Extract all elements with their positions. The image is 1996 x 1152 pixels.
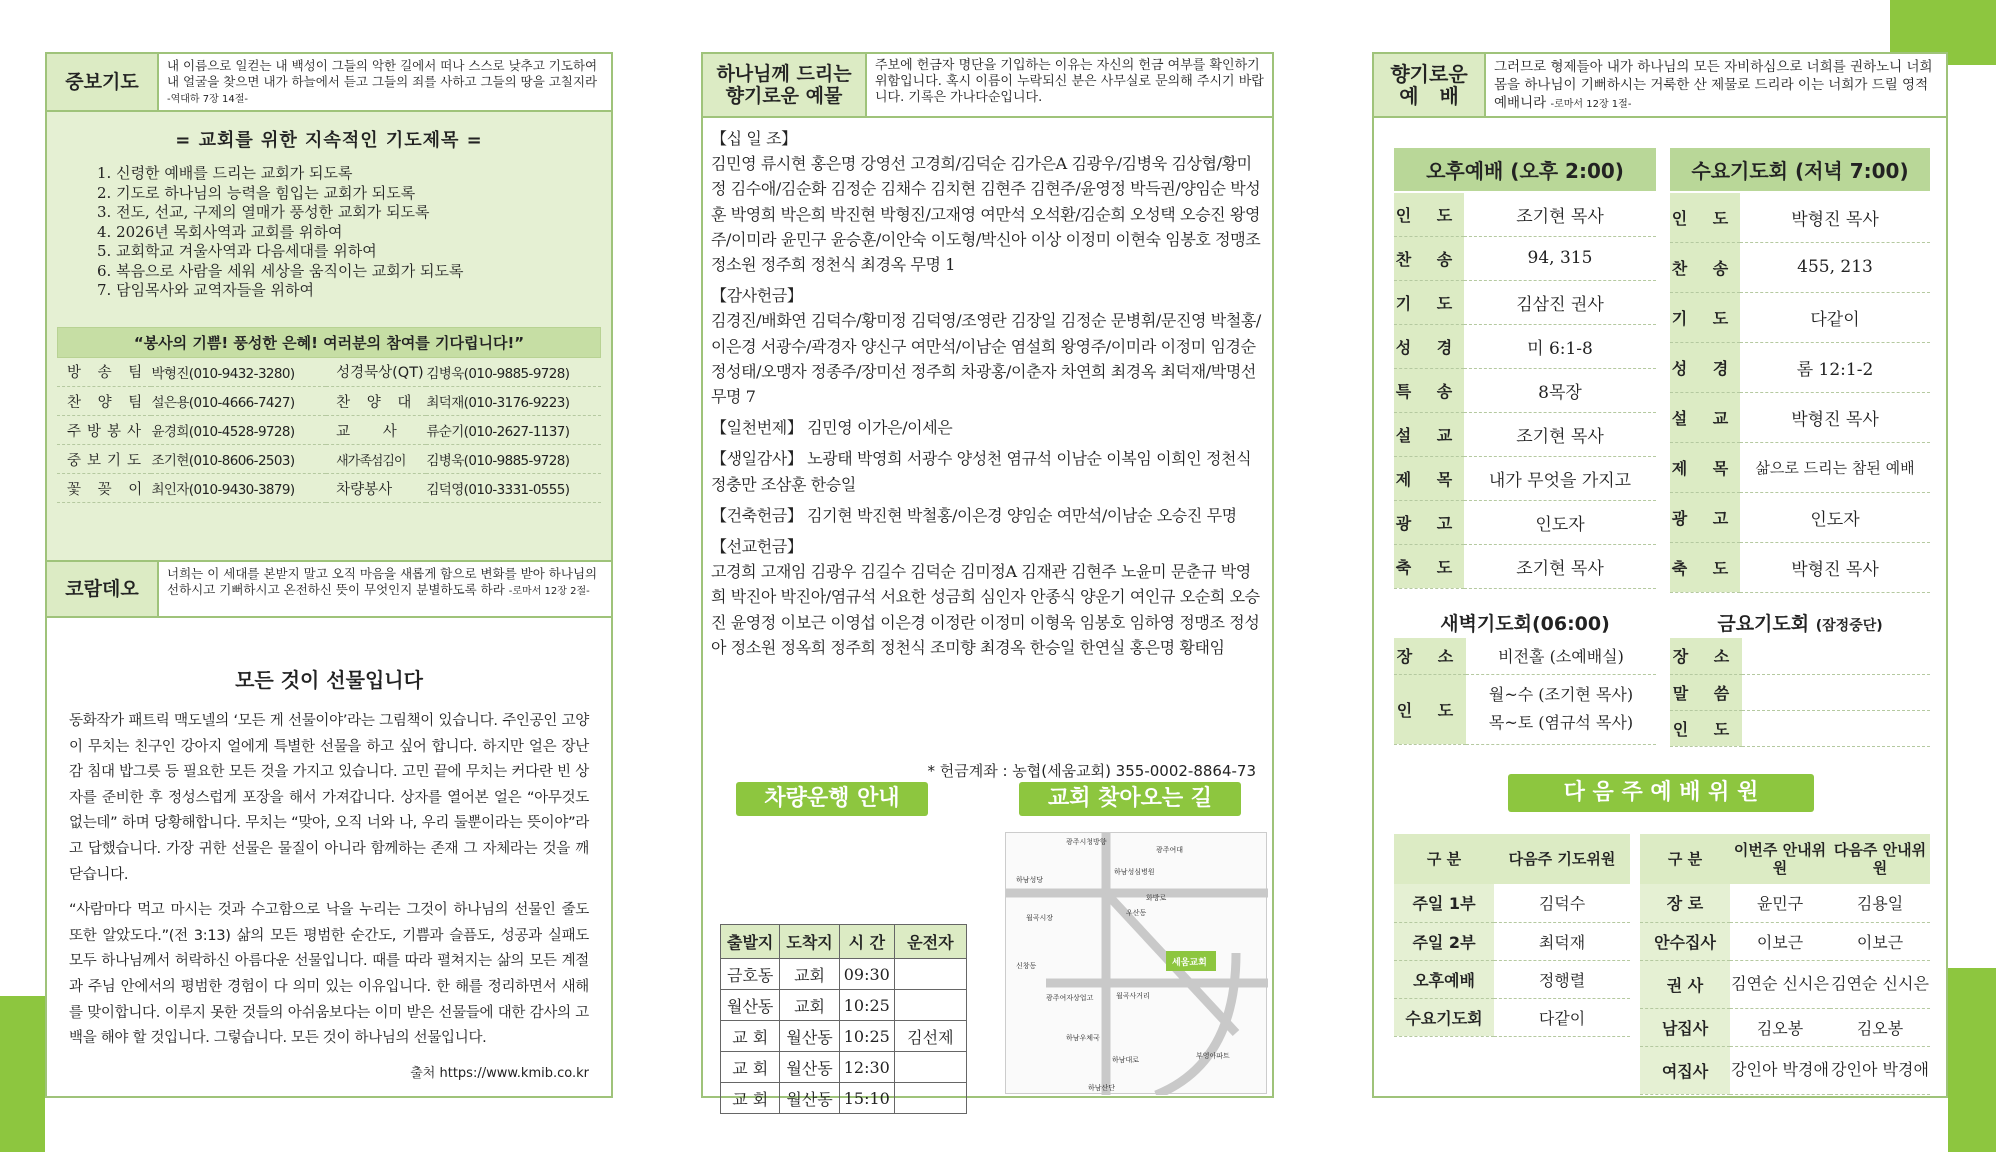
table-row: [57, 416, 601, 445]
table-row: [1640, 1046, 1930, 1094]
person: 설은용(010-4666-7427): [151, 387, 326, 416]
table-row: [1670, 638, 1930, 674]
panel-prayer: [45, 52, 613, 1098]
friday-title: [1670, 606, 1930, 638]
offering-label-line: 향기로운 예물: [725, 85, 843, 107]
table-row: [57, 474, 601, 503]
cell: 10:25: [839, 1021, 894, 1052]
table-row: [721, 1083, 967, 1114]
koram-header: [47, 560, 611, 618]
cell: 강인아 박경애: [1730, 1046, 1830, 1094]
table-row: [1394, 884, 1630, 922]
list-item: 5. 교회학교 겨울사역과 다음세대를 위하여: [97, 242, 377, 260]
row-key: 인 도: [1394, 192, 1464, 236]
wednesday-table: [1670, 148, 1930, 593]
table-row: [721, 990, 967, 1021]
person: 윤경희(010-4528-9728): [151, 416, 326, 445]
prayer-verse-text: 내 이름으로 일컫는 내 백성이 그들의 악한 길에서 떠나 스스로 낮추고 기도하여 내 얼굴을 찾으면 내가 하늘에서 듣고 그들의 죄를 사하고 그들의 땅을 고칠지라: [167, 58, 598, 89]
table-row: [57, 358, 601, 387]
cell: 교 회: [721, 1083, 780, 1114]
koram-verse-text: 너희는 이 세대를 본받지 말고 오직 마음을 새롭게 함으로 변화를 받아 하나님의 선하시고 기뻐하시고 온전하신 뜻이 무엇인지 분별하도록 하라: [167, 566, 598, 597]
map-label: 월곡시장: [1026, 914, 1054, 922]
row-key: 축 도: [1670, 542, 1740, 592]
column-header: 출발지: [721, 925, 780, 959]
row-value: 다같이: [1740, 292, 1930, 342]
map-title: 교회 찾아오는 길: [1019, 782, 1241, 816]
row-value: 박형진 목사: [1740, 392, 1930, 442]
list-item: 1. 신령한 예배를 드리는 교회가 되도록: [97, 164, 353, 182]
map-label: 세움교회: [1172, 958, 1207, 968]
table-row: [1670, 292, 1930, 342]
cell: 주일 2부: [1394, 922, 1494, 960]
friday-table: [1670, 606, 1930, 747]
worship-label-line: 예 배: [1399, 84, 1459, 108]
essay-paragraph: 동화작가 패트릭 맥도넬의 ‘모든 게 선물이야’라는 그림책이 있습니다. 주인공인 고양이 무치는 친구인 강아지 얼에게 특별한 선물을 하고 싶어 합니다. 하지만 얼은 장난감 침대 밥그릇 등 필요한 모든 것을 가지고 있습니다. 고민 끝에 무치는 커다란 빈 상자를 준비한 후 정성스럽게 포장을 해서 가져갑니다. 상자를 열어본 얼은 “아무것도 없는데” 하며 당황해합니다. 무치는 “맞아, 오직 너와 나, 우리 둘뿐이라는 뜻이야”라고 답했습니다. 가장 귀한 선물은 물질이 아니라 함께하는 존재 그 자체라는 것을 깨닫습니다.: [69, 713, 589, 883]
cell: 남집사: [1640, 1008, 1730, 1046]
row-key: 말 씀: [1670, 674, 1742, 710]
friday-note: (잠정중단): [1815, 617, 1883, 634]
column-header: 이번주 안내위원: [1730, 834, 1830, 884]
essay-title: 모든 것이 선물입니다: [235, 668, 423, 692]
cell: 김오봉: [1830, 1008, 1930, 1046]
offering-label: [703, 54, 867, 116]
table-row: [1394, 544, 1656, 588]
row-key: 성 경: [1394, 324, 1464, 368]
role: 꽃 꽂 이: [57, 474, 151, 503]
offering-list: [703, 118, 1272, 660]
map-label: 광주시청방향: [1066, 838, 1107, 846]
cell: 12:30: [839, 1052, 894, 1083]
row-key: 인 도: [1670, 192, 1740, 242]
role: 새가족섬김이: [326, 445, 426, 474]
map-label: 월곡사거리: [1116, 992, 1150, 1000]
prayer-header: [47, 54, 611, 112]
offering-tag: 【일천번제】: [711, 418, 803, 438]
table-row: [1670, 674, 1930, 710]
row-value: 내가 무엇을 가지고: [1464, 456, 1656, 500]
person: 김병욱(010-9885-9728): [426, 358, 601, 387]
map-label: 하남대로: [1112, 1056, 1140, 1064]
map-label: 우산동: [1126, 909, 1147, 917]
corner-deco: [1948, 968, 1996, 1152]
cell: 안수집사: [1640, 922, 1730, 960]
offering-group: [711, 283, 1264, 409]
cell: [894, 1083, 966, 1114]
offering-tag: 【건축헌금】: [711, 505, 803, 525]
offering-group: [711, 503, 1264, 528]
cell: 교 회: [721, 1052, 780, 1083]
worship-label-line: 향기로운: [1390, 62, 1468, 86]
role: 주방봉사: [57, 416, 151, 445]
table-row: [1394, 638, 1656, 674]
cell: [894, 959, 966, 990]
column-header: 시 간: [839, 925, 894, 959]
map-label: 광주여자상업고: [1046, 994, 1094, 1002]
role: 방 송 팀: [57, 358, 151, 387]
cell: 김선제: [894, 1021, 966, 1052]
person: 조기현(010-8606-2503): [151, 445, 326, 474]
person: 김병욱(010-9885-9728): [426, 445, 601, 474]
row-key: 광 고: [1670, 492, 1740, 542]
table-row: [1670, 606, 1930, 638]
row-value: 박형진 목사: [1740, 192, 1930, 242]
next-week-title: 다 음 주 예 배 위 원: [1508, 774, 1814, 812]
person: 최인자(010-9430-3879): [151, 474, 326, 503]
table-row: [1394, 998, 1630, 1036]
worship-label: [1374, 54, 1486, 116]
row-value: [1466, 674, 1656, 744]
usher-committee-table: [1640, 834, 1930, 1095]
offering-tag: 【십 일 조】: [711, 129, 797, 148]
dawn-table: [1394, 606, 1656, 745]
panel-worship: [1372, 52, 1948, 1098]
map-label: 신창동: [1016, 962, 1037, 970]
table-row: [1640, 922, 1930, 960]
person: 박형진(010-9432-3280): [151, 358, 326, 387]
cell: 10:25: [839, 990, 894, 1021]
row-key: 제 목: [1670, 442, 1740, 492]
role: 중보기도: [57, 445, 151, 474]
row-value: 김삼진 권사: [1464, 280, 1656, 324]
person: 최덕재(010-3176-9223): [426, 387, 601, 416]
row-key: 찬 송: [1670, 242, 1740, 292]
row-key: 설 교: [1394, 412, 1464, 456]
table-row: [1670, 148, 1930, 192]
role: 교 사: [326, 416, 426, 445]
table-row: [1394, 674, 1656, 744]
offering-names: 김경진/배화연 김덕수/황미정 김덕영/조영란 김장일 김정순 문병휘/문진영 박철홍/이은경 서광수/곽경자 양신구 여만석/이남순 염설희 왕영주/이미라 이정미 임경순 정성태/오맹자 정종주/장미선 정주희 차광홍/이춘자 차연희 최경옥 최덕재/박명선 무명 7: [711, 311, 1261, 407]
prayer-list: [73, 164, 585, 301]
table-row: [721, 1021, 967, 1052]
cell: 교회: [780, 959, 839, 990]
role: 성경묵상(QT): [326, 358, 426, 387]
koram-label: 코람데오: [47, 562, 159, 616]
table-row: [1394, 324, 1656, 368]
table-row: [721, 925, 967, 959]
table-row: [1394, 368, 1656, 412]
table-row: [721, 959, 967, 990]
prayer-verse: [159, 54, 611, 110]
table-row: [1670, 342, 1930, 392]
column-header: 다음주 기도위원: [1494, 834, 1630, 884]
map-label: 화방로: [1146, 894, 1167, 902]
wednesday-title: 수요기도회 (저녁 7:00): [1670, 148, 1930, 192]
row-value: 94, 315: [1464, 236, 1656, 280]
column-header: 구 분: [1640, 834, 1730, 884]
offering-names: 고경희 고재임 김광우 김길수 김덕순 김미정A 김재관 김현주 노윤미 문춘규 박영희 박진아 박진아/염규석 서요한 성금희 심인자 안종식 양운기 여인규 오순희 오승진 윤영정 이보근 이영섭 이은경 이정란 이정미 이형욱 임봉호 임하영 정맹조 정성아 정소원 정옥희 정주희 정천식 조미향 최경옥 한승일 한연실 홍은명 황태임: [711, 562, 1260, 657]
dawn-title: 새벽기도회(06:00): [1440, 612, 1610, 635]
person: 류순기(010-2627-1137): [426, 416, 601, 445]
corner-deco: [0, 996, 45, 1152]
sunday-pm-title: 오후예배 (오후 2:00): [1394, 148, 1656, 192]
cell: 교회: [780, 990, 839, 1021]
map-label: 하남우체국: [1066, 1034, 1100, 1042]
cell: 월산동: [780, 1052, 839, 1083]
offering-tag: 【선교헌금】: [711, 537, 803, 557]
row-value: 조기현 목사: [1464, 412, 1656, 456]
prayer-list-title: = 교회를 위한 지속적인 기도제목 =: [175, 130, 483, 151]
row-value: 인도자: [1740, 492, 1930, 542]
dawn-leader: 월~수 (조기현 목사): [1488, 685, 1634, 704]
row-value: [1742, 638, 1930, 674]
cell: [894, 990, 966, 1021]
row-value: 삶으로 드리는 참된 예배: [1740, 442, 1930, 492]
offering-notice: 주보에 헌금자 명단을 기입하는 이유는 자신의 헌금 여부를 확인하기 위함입니다. 혹시 이름이 누락되신 분은 사무실로 문의해 주시기 바랍니다. 기록은 가나다순입니다.: [875, 58, 1264, 105]
map-label: 부영아파트: [1196, 1052, 1230, 1060]
list-item: 4. 2026년 목회사역과 교회를 위하여: [97, 222, 343, 241]
prayer-label: 중보기도: [47, 54, 159, 110]
cell: 김오봉: [1730, 1008, 1830, 1046]
table-row: [721, 1052, 967, 1083]
cell: 김덕수: [1494, 884, 1630, 922]
row-value: 인도자: [1464, 500, 1656, 544]
worship-header: [1374, 54, 1946, 118]
table-row: [1640, 884, 1930, 922]
bus-table: [720, 924, 967, 1114]
map-label: 하남성심병원: [1114, 868, 1155, 876]
table-row: [1394, 236, 1656, 280]
column-header: 다음주 안내위원: [1830, 834, 1930, 884]
table-row: [1394, 500, 1656, 544]
church-map: [1005, 832, 1267, 1094]
offering-group: [711, 534, 1264, 660]
table-row: [1394, 148, 1656, 192]
row-key: 장 소: [1394, 638, 1466, 674]
table-row: [1394, 192, 1656, 236]
table-row: [1640, 1008, 1930, 1046]
row-key: 인 도: [1394, 674, 1466, 744]
map-label: 하남산단: [1088, 1084, 1116, 1092]
friday-title-text: 금요기도회: [1717, 612, 1810, 635]
row-value: 8목장: [1464, 368, 1656, 412]
table-row: [1670, 542, 1930, 592]
row-value: 조기현 목사: [1464, 544, 1656, 588]
worship-verse-text: 그러므로 형제들아 내가 하나님의 모든 자비하심으로 너희를 권하노니 너희 몸을 하나님이 기뻐하시는 거룩한 산 제물로 드리라 이는 너희가 드릴 영적 예배니라: [1494, 59, 1933, 111]
row-value: [1742, 674, 1930, 710]
table-row: [1670, 710, 1930, 746]
row-key: 설 교: [1670, 392, 1740, 442]
offering-names: 김기현 박진현 박철홍/이은경 양임순 여만석/이남순 오승진 무명: [807, 505, 1237, 525]
offering-names: 김민영 류시현 홍은명 강영선 고경희/김덕순 김가은A 김광우/김병욱 김상협/황미정 김수애/김순화 김정순 김채수 김치현 김현주 김현주/윤영정 박득권/양임순 박성훈 박영희 박은희 박진현 박형진/고재영 여만석 오석환/김순희 오성택 오승진 왕영주/이미라 윤민구 윤승훈/이안숙 이도형/박신아 이상 이정미 이현숙 임봉호 정맹조 정소원 정주희 정천식 최경옥 무명 1: [711, 154, 1261, 275]
table-row: [1394, 834, 1630, 884]
map-label: 광주여대: [1156, 846, 1184, 854]
role: 차량봉사: [326, 474, 426, 503]
cell: 오후예배: [1394, 960, 1494, 998]
offering-header: [703, 54, 1272, 118]
row-value: [1742, 710, 1930, 746]
table-row: [1394, 606, 1656, 638]
essay-source: 출처 https://www.kmib.co.kr: [410, 1065, 589, 1081]
koram-verse: [159, 562, 611, 616]
offering-group: [711, 126, 1264, 277]
list-item: 2. 기도로 하나님의 능력을 힘입는 교회가 되도록: [97, 183, 416, 202]
cell: 여집사: [1640, 1046, 1730, 1094]
cell: 다같이: [1494, 998, 1630, 1036]
list-item: 3. 전도, 선교, 구제의 열매가 풍성한 교회가 되도록: [97, 203, 430, 221]
table-row: [1670, 242, 1930, 292]
cell: 15:10: [839, 1083, 894, 1114]
list-item: 7. 담임목사와 교역자들을 위하여: [97, 281, 314, 299]
table-row: [57, 387, 601, 416]
offering-group: [711, 446, 1264, 496]
account-info: * 헌금계좌 : 농협(세움교회) 355-0002-8864-73: [927, 762, 1256, 780]
table-row: [1394, 412, 1656, 456]
row-key: 성 경: [1670, 342, 1740, 392]
row-value: 비전홀 (소예배실): [1466, 638, 1656, 674]
offering-names: 김민영 이가은/이세은: [807, 418, 953, 438]
bus-title: 차량운행 안내: [736, 782, 928, 816]
cell: 장 로: [1640, 884, 1730, 922]
table-row: [57, 445, 601, 474]
dawn-leader: 목~토 (염규석 목사): [1488, 713, 1634, 732]
cell: 김연순 신시은: [1830, 960, 1930, 1008]
cell: [894, 1052, 966, 1083]
cell: 이보근: [1730, 922, 1830, 960]
volunteer-table: [57, 358, 601, 504]
role: 찬 양 대: [326, 387, 426, 416]
prayer-committee-table: [1394, 834, 1630, 1037]
cell: 09:30: [839, 959, 894, 990]
cell: 금호동: [721, 959, 780, 990]
offering-label-line: 하나님께 드리는: [716, 63, 852, 85]
offering-tag: 【생일감사】: [711, 449, 803, 469]
cell: 주일 1부: [1394, 884, 1494, 922]
table-row: [1640, 834, 1930, 884]
column-header: 운전자: [894, 925, 966, 959]
column-header: 구 분: [1394, 834, 1494, 884]
person: 김덕영(010-3331-0555): [426, 474, 601, 503]
row-key: 찬 송: [1394, 236, 1464, 280]
worship-verse-ref: -로마서 12장 1절-: [1550, 99, 1632, 110]
row-value: 455, 213: [1740, 242, 1930, 292]
role: 찬 양 팀: [57, 387, 151, 416]
table-row: [1670, 442, 1930, 492]
row-key: 제 목: [1394, 456, 1464, 500]
column-header: 도착지: [780, 925, 839, 959]
volunteer-banner: “봉사의 기쁨! 풍성한 은혜! 여러분의 참여를 기다립니다!”: [57, 327, 601, 358]
row-value: 롬 12:1-2: [1740, 342, 1930, 392]
list-item: 6. 복음으로 사람을 세워 세상을 움직이는 교회가 되도록: [97, 261, 464, 280]
prayer-list-section: [47, 112, 611, 560]
row-key: 기 도: [1670, 292, 1740, 342]
essay: [47, 618, 611, 1091]
cell: 월산동: [780, 1083, 839, 1114]
sunday-pm-table: [1394, 148, 1656, 589]
cell: 권 사: [1640, 960, 1730, 1008]
table-row: [1670, 392, 1930, 442]
row-key: 인 도: [1670, 710, 1742, 746]
cell: 이보근: [1830, 922, 1930, 960]
essay-paragraph: “사람마다 먹고 마시는 것과 수고함으로 낙을 누리는 그것이 하나님의 선물인 줄도 또한 알았도다.”(전 3:13) 삶의 모든 평범한 순간도, 기쁨과 슬픔도, 성공과 실패도 모두 하나님께서 허락하신 아름다운 선물입니다. 때를 따라 펼쳐지는 삶의 모든 계절과 주님 안에서의 평범한 경험이 다 의미 있는 이유입니다. 한 해를 정리하면서 새해를 맞이합니다. 이루지 못한 것들의 아쉬움보다는 이미 받은 선물들에 대한 감사의 고백을 해야 할 것입니다. 그렇습니다. 모든 것이 하나님의 선물입니다.: [69, 902, 589, 1047]
map-label: 하남성당: [1016, 876, 1044, 884]
cell: 교 회: [721, 1021, 780, 1052]
cell: 김용일: [1830, 884, 1930, 922]
row-key: 축 도: [1394, 544, 1464, 588]
row-key: 특 송: [1394, 368, 1464, 412]
cell: 김연순 신시은: [1730, 960, 1830, 1008]
row-key: 광 고: [1394, 500, 1464, 544]
table-row: [1394, 922, 1630, 960]
cell: 강인아 박경애: [1830, 1046, 1930, 1094]
prayer-ref: -역대하 7장 14절-: [167, 94, 248, 105]
table-row: [1670, 492, 1930, 542]
row-key: 장 소: [1670, 638, 1742, 674]
row-value: 미 6:1-8: [1464, 324, 1656, 368]
row-value: 조기현 목사: [1464, 192, 1656, 236]
worship-verse: [1486, 54, 1946, 116]
panel-offerings: [701, 52, 1274, 1109]
table-row: [1640, 960, 1930, 1008]
offering-names: 노광태 박영희 서광수 양성천 염규석 이남순 이복임 이희인 정천식 정충만 조삼훈 한승일: [711, 449, 1252, 494]
table-row: [1394, 960, 1630, 998]
koram-ref: -로마서 12장 2절-: [508, 586, 590, 597]
cell: 수요기도회: [1394, 998, 1494, 1036]
offering-tag: 【감사헌금】: [711, 286, 803, 306]
table-row: [1394, 456, 1656, 500]
cell: 월산동: [780, 1021, 839, 1052]
table-row: [1394, 280, 1656, 324]
row-key: 기 도: [1394, 280, 1464, 324]
table-row: [1670, 192, 1930, 242]
row-value: 박형진 목사: [1740, 542, 1930, 592]
cell: 최덕재: [1494, 922, 1630, 960]
cell: 윤민구: [1730, 884, 1830, 922]
cell: 월산동: [721, 990, 780, 1021]
offering-group: [711, 415, 1264, 440]
cell: 정행렬: [1494, 960, 1630, 998]
